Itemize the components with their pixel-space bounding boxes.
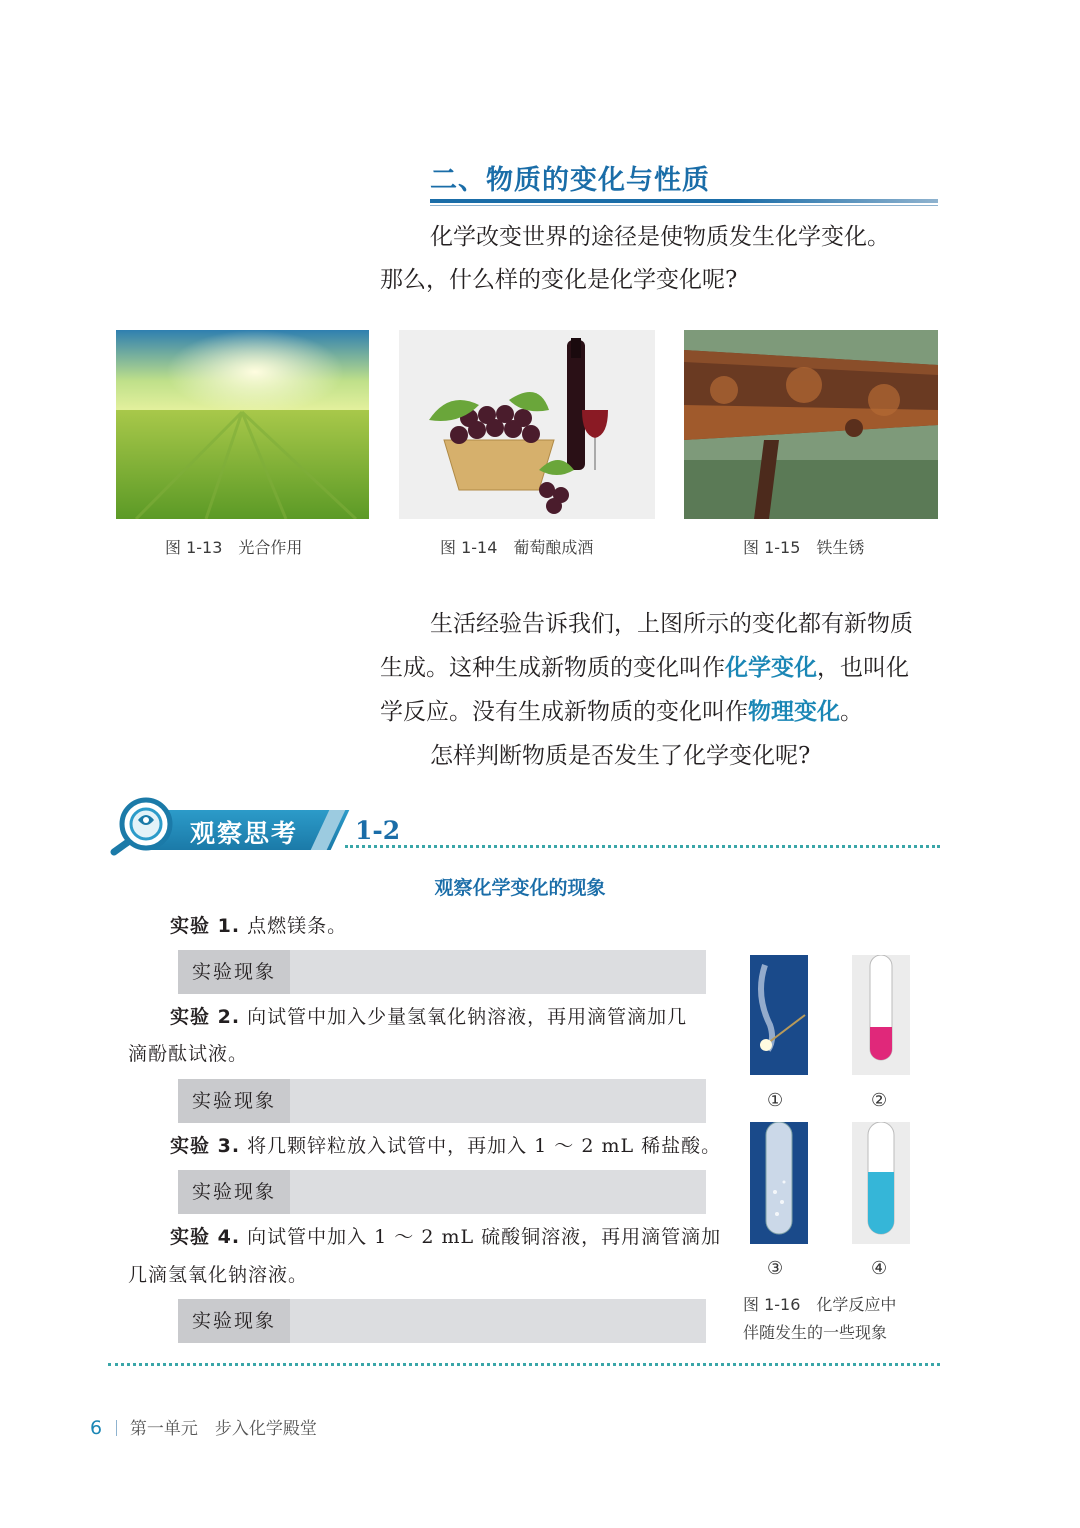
- figure-number-2: ②: [871, 1090, 888, 1111]
- experiment-text: 向试管中加入 1 ～ 2 mL 硫酸铜溶液，再用滴管滴加: [247, 1226, 722, 1248]
- rusty-iron-photo: [684, 330, 938, 519]
- body-line-1: 生活经验告诉我们，上图所示的变化都有新物质: [430, 611, 913, 637]
- burning-magnesium-photo: [750, 955, 808, 1075]
- body-text: ，也叫化: [817, 655, 909, 681]
- figure-number-1: ①: [767, 1090, 784, 1111]
- phenomenon-row-4: [178, 1299, 706, 1343]
- figure-photosynthesis: [116, 330, 369, 519]
- body-line-3: [380, 690, 863, 734]
- caption-fig-1-15: 图 1-15 铁生锈: [743, 538, 865, 557]
- phenomenon-label: 实验现象: [178, 950, 290, 994]
- intro-line-2: 那么，什么样的变化是化学变化呢?: [380, 267, 738, 293]
- blue-precipitate-tube-photo: [852, 1122, 910, 1244]
- caption-fig-1-13: 图 1-13 光合作用: [165, 538, 303, 557]
- experiment-4: [170, 1219, 721, 1256]
- footer-separator: [116, 1420, 117, 1436]
- figure-grapes-wine: [399, 330, 655, 519]
- body-text: 生成。这种生成新物质的变化叫作: [380, 655, 725, 681]
- experiment-2: [170, 999, 687, 1036]
- experiment-3: [170, 1128, 721, 1165]
- figure-number-3: ③: [767, 1258, 784, 1279]
- page-number: 6: [90, 1417, 103, 1439]
- page-footer: [90, 1414, 317, 1439]
- experiment-1: [170, 908, 347, 945]
- body-line-2: [380, 646, 909, 690]
- unit-title: 第一单元 步入化学殿堂: [129, 1419, 317, 1439]
- phenomenon-label: 实验现象: [178, 1299, 290, 1343]
- experiment-label: 实验 1.: [170, 915, 241, 937]
- magnifier-icon: [108, 796, 178, 856]
- wheat-field-photo: [116, 330, 369, 519]
- section-title-underline: [430, 199, 938, 203]
- pink-solution-tube-photo: [852, 955, 910, 1075]
- experiment-label: 实验 2.: [170, 1006, 241, 1028]
- phenomenon-label: 实验现象: [178, 1079, 290, 1123]
- experiment-label: 实验 3.: [170, 1135, 241, 1157]
- body-text: 。: [840, 699, 863, 725]
- observe-number: 1-2: [355, 816, 401, 845]
- phenomenon-label: 实验现象: [178, 1170, 290, 1214]
- section-title-rule: [430, 205, 938, 206]
- grapes-wine-photo: [399, 330, 655, 519]
- zinc-acid-tube-photo: [750, 1122, 808, 1244]
- figure-rusty-iron: [684, 330, 938, 519]
- experiment-label: 实验 4.: [170, 1226, 241, 1248]
- observe-subtitle: 观察化学变化的现象: [434, 877, 606, 899]
- body-line-4: 怎样判断物质是否发生了化学变化呢?: [430, 743, 811, 769]
- keyword-physical-change: 物理变化: [748, 699, 840, 725]
- figure-number-4: ④: [871, 1258, 888, 1279]
- observe-banner-title: 观察思考: [190, 819, 299, 848]
- dotted-divider-top: [345, 845, 940, 848]
- intro-line-1: 化学改变世界的途径是使物质发生化学变化。: [430, 224, 890, 250]
- phenomenon-row-2: [178, 1079, 706, 1123]
- phenomenon-row-1: [178, 950, 706, 994]
- experiment-text: 向试管中加入少量氢氧化钠溶液，再用滴管滴加几: [247, 1006, 688, 1028]
- caption-fig-1-16-line-2: 伴随发生的一些现象: [743, 1323, 888, 1342]
- phenomenon-row-3: [178, 1170, 706, 1214]
- experiment-2-cont: 滴酚酞试液。: [128, 1043, 249, 1065]
- experiment-text: 点燃镁条。: [247, 915, 348, 937]
- body-text: 学反应。没有生成新物质的变化叫作: [380, 699, 748, 725]
- caption-fig-1-14: 图 1-14 葡萄酿成酒: [440, 538, 594, 557]
- dotted-divider-bottom: [108, 1363, 940, 1366]
- experiment-text: 将几颗锌粒放入试管中，再加入 1 ～ 2 mL 稀盐酸。: [247, 1135, 722, 1157]
- section-title: 二、物质的变化与性质: [430, 165, 710, 196]
- keyword-chemical-change: 化学变化: [725, 655, 817, 681]
- caption-fig-1-16-line-1: 图 1-16 化学反应中: [743, 1295, 897, 1314]
- experiment-4-cont: 几滴氢氧化钠溶液。: [128, 1264, 309, 1286]
